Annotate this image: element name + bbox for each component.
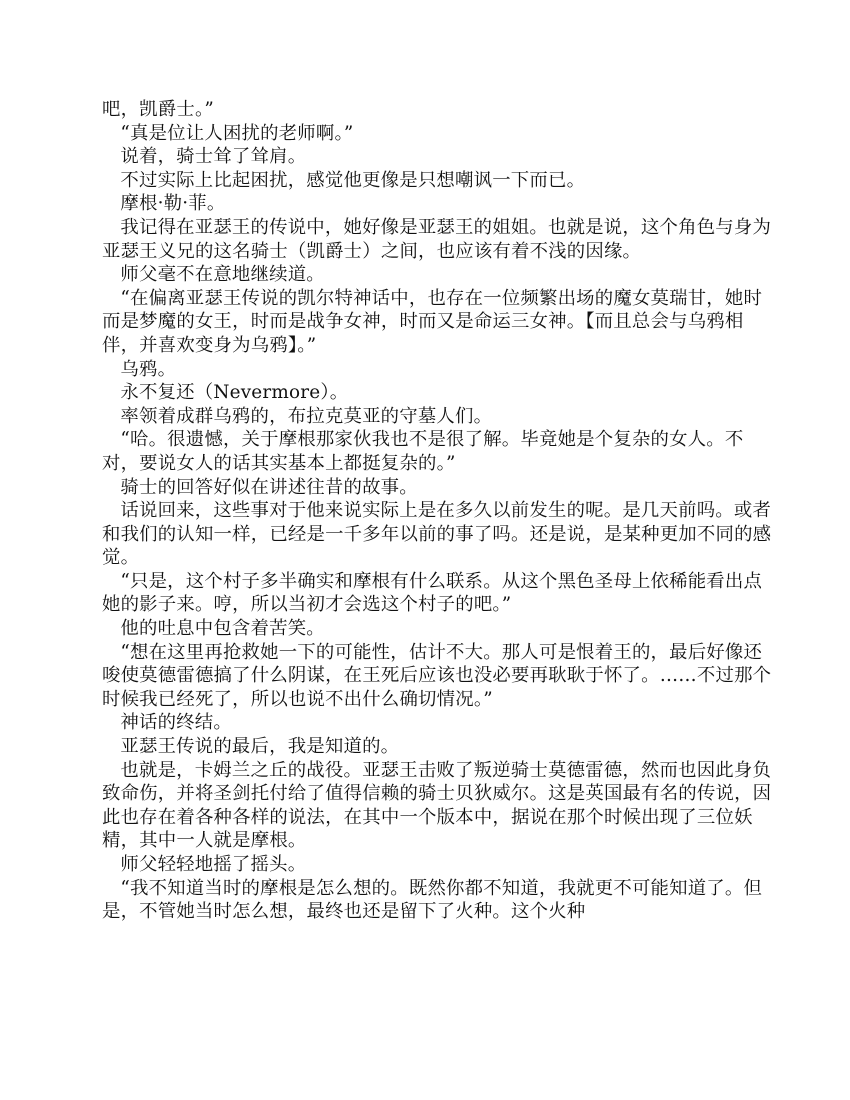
paragraph: 骑士的回答好似在讲述往昔的故事。 (120, 476, 418, 498)
paragraph: 不过实际上比起困扰，感觉他更像是只想嘲讽一下而已。 (120, 169, 586, 191)
paragraph: 师父轻轻地摇了摇头。 (120, 854, 307, 875)
paragraph: 说着，骑士耸了耸肩。 (120, 146, 307, 168)
paragraph: 他的吐息中包含着苦笑。 (120, 618, 325, 640)
paragraph: 永不复还（Nevermore）。 (120, 382, 349, 404)
body-text (102, 98, 778, 924)
paragraph: “真是位让人困扰的老师啊。” (120, 122, 354, 144)
paragraph: 亚瑟王传说的最后，我是知道的。 (120, 736, 400, 758)
paragraph: 师父毫不在意地继续道。 (120, 264, 325, 286)
paragraph: “我不知道当时的摩根是怎么想的。既然你都不知道，我就更不可能知道了。但是，不管她当时怎么想，最终也还是留下了火种。这个火种 (102, 877, 763, 923)
paragraph: 神话的终结。 (120, 712, 232, 734)
paragraph: 吧，凯爵士。” (102, 99, 214, 120)
paragraph: “在偏离亚瑟王传说的凯尔特神话中，也存在一位频繁出场的魔女莫瑞甘，她时而是梦魔的女王，时而是战争女神，时而又是命运三女神。【而且总会与乌鸦相伴，并喜欢变身为乌鸦】。” (102, 287, 763, 356)
paragraph: 率领着成群乌鸦的，布拉克莫亚的守墓人们。 (120, 405, 493, 427)
paragraph: 也就是，卡姆兰之丘的战役。亚瑟王击败了叛逆骑士莫德雷德，然而也因此身负致命伤，并将圣剑托付给了值得信赖的骑士贝狄威尔。这是英国最有名的传说，因此也存在着各种各样的说法，在其中一个版本中，据说在那个时候出现了三位妖精，其中一人就是摩根。 (102, 759, 772, 852)
paragraph: 乌鸦。 (120, 358, 177, 380)
paragraph: 摩根·勒·菲。 (120, 193, 226, 215)
paragraph: “哈。很遗憾，关于摩根那家伙我也不是很了解。毕竟她是个复杂的女人。不对，要说女人的话其实基本上都挺复杂的。” (102, 429, 744, 474)
paragraph: 话说回来，这些事对于他来说实际上是在多久以前发生的呢。是几天前吗。或者和我们的认知一样，已经是一千多年以前的事了吗。还是说，是某种更加不同的感觉。 (102, 500, 772, 569)
paragraph: 我记得在亚瑟王的传说中，她好像是亚瑟王的姐姐。也就是说，这个角色与身为亚瑟王义兄的这名骑士（凯爵士）之间，也应该有着不浅的因缘。 (102, 216, 772, 262)
paragraph: “想在这里再抢救她一下的可能性，估计不大。那人可是恨着王的，最后好像还唆使莫德雷德搞了什么阴谋，在王死后应该也没必要再耿耿于怀了。……不过那个时候我已经死了，所以也说不出什么确切情况。” (102, 641, 772, 710)
paragraph: “只是，这个村子多半确实和摩根有什么联系。从这个黑色圣母上依稀能看出点她的影子来。哼，所以当初才会选这个村子的吧。” (102, 570, 763, 616)
